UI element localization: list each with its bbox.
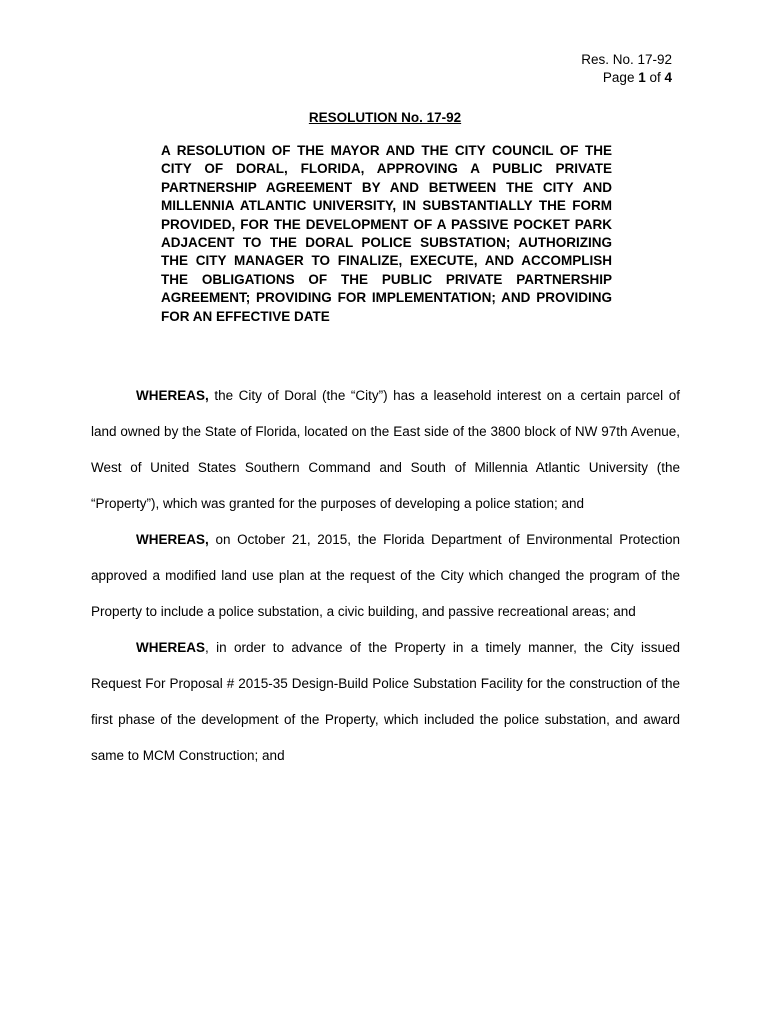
paragraph-text: on October 21, 2015, the Florida Department of Environmental Protection approved a modified land use plan at the request of the City which changed the program of the Property to include a police substation, a civic building, and passive recreational areas; and — [91, 532, 680, 619]
document-title: RESOLUTION No. 17-92 — [308, 110, 462, 125]
paragraph-lead: WHEREAS — [136, 640, 206, 655]
paragraph-lead: WHEREAS, — [136, 532, 209, 547]
page-current: 1 — [638, 70, 646, 85]
resolution-number: Res. No. 17-92 — [581, 52, 672, 67]
paragraph-lead: WHEREAS, — [136, 388, 209, 403]
page-header — [581, 51, 672, 87]
page-number — [581, 69, 672, 87]
page-total: 4 — [664, 70, 672, 85]
page-prefix: Page — [602, 70, 639, 85]
document-body — [91, 378, 680, 774]
paragraph-text: , in order to advance of the Property in a timely manner, the City issued Request For Proposal # 2015-35 Design-Build Police Substation Facility for the construction of the first phase of the development of the Property, which included the police substation, and award same to MCM Construction; and — [91, 640, 680, 763]
paragraph-text: the City of Doral (the “City”) has a leasehold interest on a certain parcel of land owned by the State of Florida, located on the East side of the 3800 block of NW 97th Avenue, West of United States Southern Command and South of Millennia Atlantic University (the “Property”), which was granted for the purposes of developing a police station; and — [91, 388, 680, 511]
page-of: of — [645, 70, 665, 85]
resolution-abstract: A RESOLUTION OF THE MAYOR AND THE CITY COUNCIL OF THE CITY OF DORAL, FLORIDA, APPROVING A PUBLIC PRIVATE PARTNERSHIP AGREEMENT BY AND BETWEEN THE CITY AND MILLENNIA ATLANTIC UNIVERSITY, IN SUBSTANTIALLY THE FORM PROVIDED, FOR THE DEVELOPMENT OF A PASSIVE POCKET PARK ADJACENT TO THE DORAL POLICE SUBSTATION; AUTHORIZING THE CITY MANAGER TO FINALIZE, EXECUTE, AND ACCOMPLISH THE OBLIGATIONS OF THE PUBLIC PRIVATE PARTNERSHIP AGREEMENT; PROVIDING FOR IMPLEMENTATION; AND PROVIDING FOR AN EFFECTIVE DATE — [161, 143, 612, 324]
whereas-paragraph — [91, 630, 680, 774]
whereas-paragraph — [91, 522, 680, 630]
whereas-paragraph — [91, 378, 680, 522]
